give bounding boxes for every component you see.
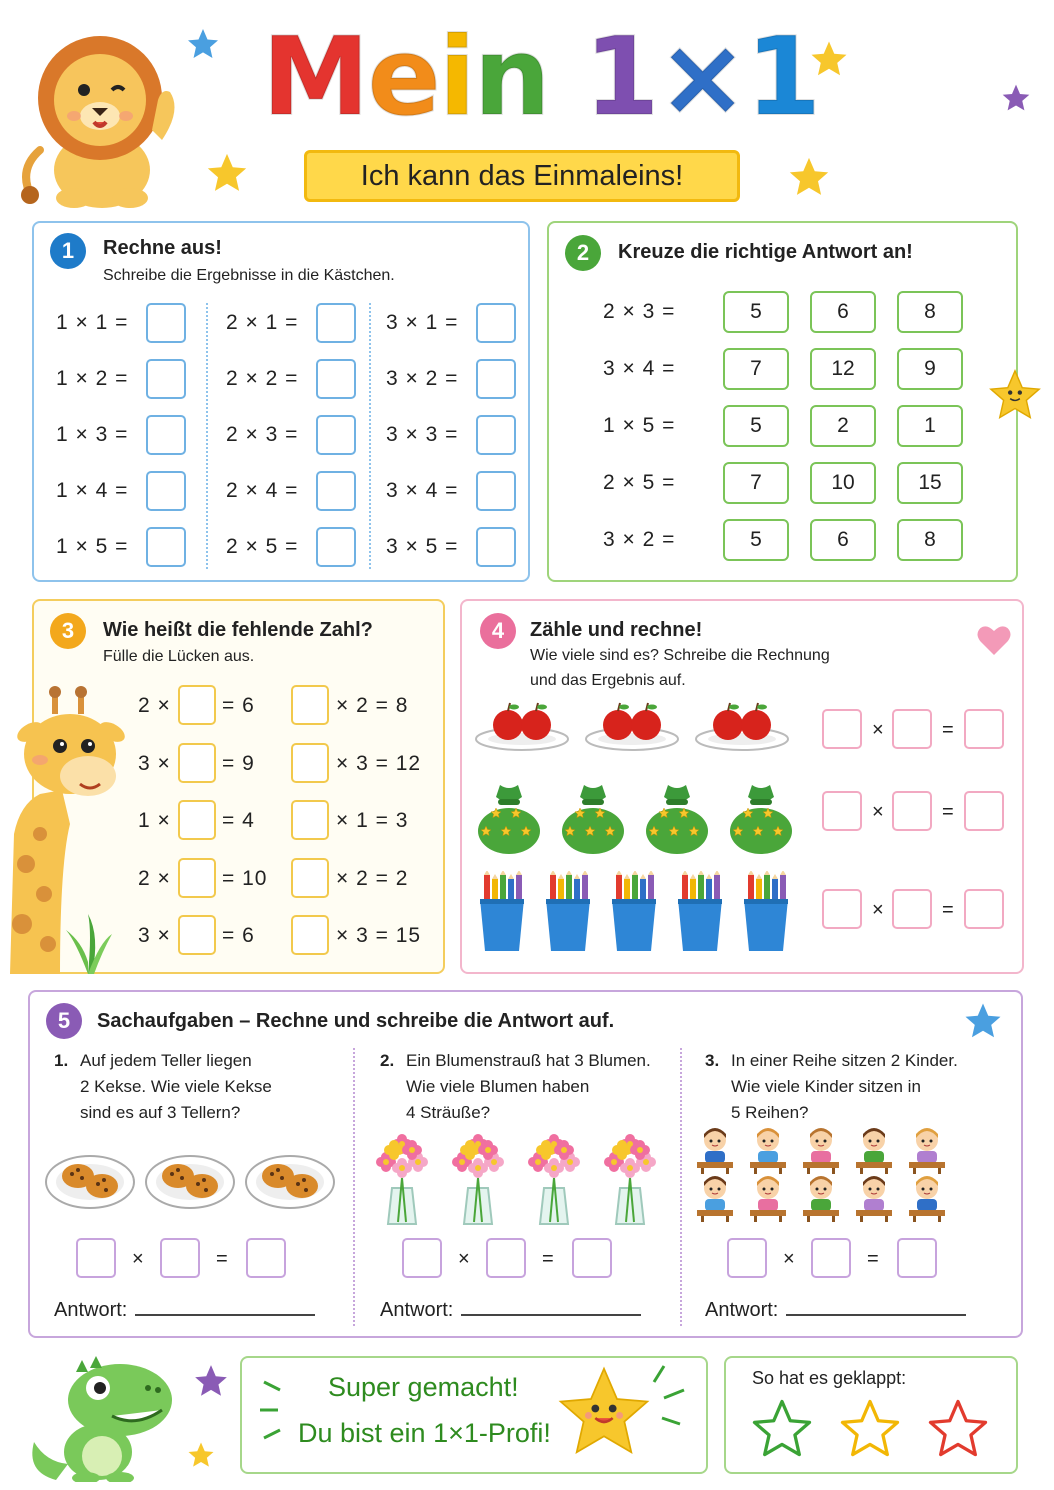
answer-box[interactable] [316, 303, 356, 343]
equation-text: 3 × 1 = [386, 311, 459, 334]
answer-label: Antwort: [705, 1299, 779, 1321]
answer-input[interactable] [786, 1298, 966, 1316]
equation-text: = 6 [222, 694, 255, 717]
section-instruction: Schreibe die Ergebnisse in die Kästchen. [103, 267, 395, 284]
child-desk-icon [748, 1126, 788, 1178]
answer-option[interactable]: 8 [897, 519, 963, 561]
answer-box[interactable] [476, 415, 516, 455]
section-2-panel [547, 221, 1018, 582]
star-face-icon [552, 1360, 656, 1468]
equation-text: × 1 = 3 [336, 809, 409, 832]
equation-text: × 3 = 12 [336, 751, 422, 775]
answer-box[interactable] [476, 303, 516, 343]
equation-text: × 3 = 15 [336, 924, 422, 947]
times-sign: × [783, 1248, 795, 1270]
child-desk-icon [801, 1126, 841, 1178]
answer-input[interactable] [461, 1298, 641, 1316]
subtitle-banner [304, 150, 740, 202]
title-letter: × [657, 15, 746, 140]
star-bag-icon [726, 781, 796, 859]
factor-box[interactable] [822, 791, 862, 831]
praise-line-1: Super gemacht! [328, 1372, 519, 1402]
star-decoration-icon [786, 154, 832, 204]
equals-sign: = [216, 1248, 228, 1270]
equation-text: × 2 = 2 [336, 866, 409, 890]
instruction-line: Wie viele sind es? Schreibe die Rechnung [530, 647, 830, 664]
factor-box[interactable] [160, 1238, 200, 1278]
sparkle-lines [258, 1376, 298, 1456]
factor-box[interactable] [76, 1238, 116, 1278]
equals-sign: = [542, 1248, 554, 1270]
flower-vase-icon [522, 1128, 586, 1232]
dinosaur-illustration [16, 1352, 186, 1482]
title-letter: M [262, 15, 368, 140]
sparkle-lines [650, 1362, 700, 1442]
missing-number-box[interactable] [291, 800, 329, 840]
answer-option[interactable]: 5 [723, 519, 789, 561]
equation-text: 2 × 3 = [603, 300, 676, 323]
pencil-cup-icon [540, 871, 596, 957]
equation-text: 3 × 2 = [603, 528, 676, 551]
equation-text: 2 × 1 = [226, 311, 299, 334]
equation-text: 3 × 2 = [386, 367, 459, 390]
equation-text: 1 × 1 = [56, 311, 129, 334]
factor-box[interactable] [892, 889, 932, 929]
star-decoration-icon [186, 1440, 216, 1474]
cookie-plate-icon [244, 1146, 336, 1214]
answer-option[interactable]: 1 [897, 405, 963, 447]
problem-text: Wie viele Kinder sitzen in [731, 1077, 921, 1096]
answer-box[interactable] [146, 527, 186, 567]
heart-icon [976, 623, 1012, 661]
problem-text: 4 Sträuße? [406, 1103, 491, 1122]
answer-box[interactable] [316, 415, 356, 455]
flower-vase-icon [370, 1128, 434, 1232]
equation-text: 1 × [138, 809, 171, 832]
times-sign: × [872, 801, 884, 823]
problem-text: Auf jedem Teller liegen [80, 1051, 252, 1070]
section-title: Zähle und rechne! [530, 619, 703, 641]
equation-text: 1 × 2 = [56, 367, 129, 390]
star-decoration-icon [192, 1362, 230, 1404]
pencil-cup-icon [474, 871, 530, 957]
problem-number: 3. [705, 1051, 720, 1070]
result-box[interactable] [964, 889, 1004, 929]
equation-text: = 10 [222, 866, 268, 890]
child-desk-icon [907, 1174, 947, 1226]
factor-box[interactable] [811, 1238, 851, 1278]
cookie-plate-icon [44, 1146, 136, 1214]
apple-plate-icon [694, 699, 790, 755]
star-bag-icon [558, 781, 628, 859]
times-sign: × [132, 1248, 144, 1270]
missing-number-box[interactable] [178, 743, 216, 783]
equation-text: 2 × 5 = [226, 535, 299, 558]
times-sign: × [872, 719, 884, 741]
answer-box[interactable] [476, 527, 516, 567]
equation-text: 2 × [138, 694, 171, 717]
flower-vase-icon [598, 1128, 662, 1232]
missing-number-box[interactable] [291, 685, 329, 725]
equation-text: = 6 [222, 924, 255, 947]
equation-text: 2 × 5 = [603, 471, 676, 494]
equation-text: 3 × 5 = [386, 535, 459, 558]
answer-line [380, 1298, 641, 1322]
answer-option[interactable]: 10 [810, 462, 876, 504]
section-1-panel [32, 221, 530, 582]
problem-number: 1. [54, 1051, 69, 1070]
lion-illustration [12, 20, 188, 210]
rating-star-icon[interactable] [924, 1396, 992, 1466]
answer-line [54, 1298, 315, 1322]
result-box[interactable] [897, 1238, 937, 1278]
title-letter: 1 [745, 15, 820, 140]
factor-box[interactable] [822, 709, 862, 749]
missing-number-box[interactable] [291, 743, 329, 783]
apple-plate-icon [474, 699, 570, 755]
answer-option[interactable]: 6 [810, 519, 876, 561]
equation-text: 1 × 5 = [603, 414, 676, 437]
title-letter: 1 [548, 15, 658, 140]
answer-label: Antwort: [54, 1299, 128, 1321]
equation-text: 1 × 3 = [56, 423, 129, 446]
section-title: Wie heißt die fehlende Zahl? [103, 619, 373, 641]
problem-number: 2. [380, 1051, 395, 1070]
page-title [262, 15, 820, 140]
pencil-cup-icon [672, 871, 728, 957]
problem-text: 5 Reihen? [731, 1103, 809, 1122]
child-desk-icon [907, 1126, 947, 1178]
answer-option[interactable]: 7 [723, 348, 789, 390]
equation-text: = 9 [222, 751, 255, 775]
pencil-cup-icon [606, 871, 662, 957]
missing-number-box[interactable] [178, 685, 216, 725]
star-bag-icon [642, 781, 712, 859]
answer-box[interactable] [316, 471, 356, 511]
rating-star-icon[interactable] [836, 1396, 904, 1466]
equation-text: × 2 = 8 [336, 694, 409, 717]
factor-box[interactable] [892, 791, 932, 831]
answer-option[interactable]: 12 [810, 348, 876, 390]
section-number-badge: 1 [50, 233, 86, 269]
equation-text: 3 × [138, 751, 171, 775]
title-letter: i [438, 15, 474, 140]
star-decoration-icon [185, 26, 221, 66]
missing-number-box[interactable] [291, 915, 329, 955]
equals-sign: = [942, 899, 954, 921]
answer-option[interactable]: 2 [810, 405, 876, 447]
star-decoration-icon [204, 150, 250, 200]
rating-star-icon[interactable] [748, 1396, 816, 1466]
answer-option[interactable]: 7 [723, 462, 789, 504]
result-box[interactable] [964, 791, 1004, 831]
pencil-cup-icon [738, 871, 794, 957]
answer-option[interactable]: 5 [723, 405, 789, 447]
answer-option[interactable]: 6 [810, 291, 876, 333]
times-sign: × [872, 899, 884, 921]
factor-box[interactable] [402, 1238, 442, 1278]
section-title: Rechne aus! [103, 237, 222, 259]
problem-text: Wie viele Blumen haben [406, 1077, 590, 1096]
child-desk-icon [854, 1174, 894, 1226]
praise-line-2: Du bist ein 1×1-Profi! [298, 1418, 551, 1448]
problem-text: Ein Blumenstrauß hat 3 Blumen. [406, 1051, 651, 1070]
child-desk-icon [695, 1174, 735, 1226]
answer-option[interactable]: 5 [723, 291, 789, 333]
equation-text: 3 × 3 = [386, 423, 459, 446]
answer-box[interactable] [316, 359, 356, 399]
child-desk-icon [854, 1126, 894, 1178]
cookie-plate-icon [144, 1146, 236, 1214]
instruction-line: und das Ergebnis auf. [530, 672, 686, 689]
child-desk-icon [748, 1174, 788, 1226]
section-title: Sachaufgaben – Rechne und schreibe die Antwort auf. [97, 1010, 615, 1032]
factor-box[interactable] [727, 1238, 767, 1278]
answer-box[interactable] [476, 471, 516, 511]
equation-text: 2 × 3 = [226, 423, 299, 446]
section-number-badge: 3 [50, 613, 86, 649]
answer-option[interactable]: 15 [897, 462, 963, 504]
problem-text: sind es auf 3 Tellern? [80, 1103, 241, 1122]
answer-box[interactable] [146, 359, 186, 399]
section-title: Kreuze die richtige Antwort an! [618, 241, 913, 263]
section-4-panel [460, 599, 1024, 974]
equation-text: 2 × 2 = [226, 367, 299, 390]
equals-sign: = [942, 801, 954, 823]
equals-sign: = [942, 719, 954, 741]
column-divider [206, 303, 208, 569]
result-box[interactable] [964, 709, 1004, 749]
equation-text: 3 × 4 = [386, 479, 459, 502]
star-face-icon [986, 366, 1044, 428]
factor-box[interactable] [892, 709, 932, 749]
equation-text: 2 × [138, 866, 171, 890]
section-instruction: Fülle die Lücken aus. [103, 648, 255, 665]
equation-text: 1 × 4 = [56, 479, 129, 502]
subtitle-text: Ich kann das Einmaleins! [360, 159, 684, 192]
section-number-badge: 5 [46, 1003, 82, 1039]
praise-panel [240, 1356, 708, 1474]
factor-box[interactable] [822, 889, 862, 929]
answer-box[interactable] [146, 471, 186, 511]
equation-text: = 4 [222, 809, 255, 832]
missing-number-box[interactable] [178, 915, 216, 955]
child-desk-icon [695, 1126, 735, 1178]
answer-label: Antwort: [380, 1299, 454, 1321]
column-divider [353, 1048, 355, 1326]
flower-vase-icon [446, 1128, 510, 1232]
star-bag-icon [474, 781, 544, 859]
star-decoration-icon [962, 1000, 1004, 1046]
answer-input[interactable] [135, 1298, 315, 1316]
apple-plate-icon [584, 699, 680, 755]
missing-number-box[interactable] [178, 858, 216, 898]
answer-box[interactable] [146, 303, 186, 343]
answer-box[interactable] [146, 415, 186, 455]
section-instruction [530, 643, 830, 693]
equation-text: 3 × 4 = [603, 357, 676, 380]
equation-text: 3 × [138, 924, 171, 947]
result-box[interactable] [572, 1238, 612, 1278]
answer-line [705, 1298, 966, 1322]
problem-text: In einer Reihe sitzen 2 Kinder. [731, 1051, 958, 1070]
equation-text: 2 × 4 = [226, 479, 299, 502]
section-number-badge: 2 [565, 235, 601, 271]
rating-panel [724, 1356, 1018, 1474]
answer-option[interactable]: 8 [897, 291, 963, 333]
result-box[interactable] [246, 1238, 286, 1278]
answer-option[interactable]: 9 [897, 348, 963, 390]
answer-box[interactable] [316, 527, 356, 567]
missing-number-box[interactable] [178, 800, 216, 840]
plant-illustration [62, 912, 114, 978]
section-number-badge: 4 [480, 613, 516, 649]
missing-number-box[interactable] [291, 858, 329, 898]
answer-box[interactable] [476, 359, 516, 399]
rating-label: So hat es geklappt: [752, 1368, 907, 1388]
factor-box[interactable] [486, 1238, 526, 1278]
child-desk-icon [801, 1174, 841, 1226]
equation-text: 1 × 5 = [56, 535, 129, 558]
title-letter: n [473, 15, 549, 140]
problem-text: 2 Kekse. Wie viele Kekse [80, 1077, 272, 1096]
section-5-panel [28, 990, 1023, 1338]
column-divider [369, 303, 371, 569]
column-divider [680, 1048, 682, 1326]
title-letter: e [367, 15, 439, 140]
equals-sign: = [867, 1248, 879, 1270]
star-decoration-icon [1000, 82, 1032, 118]
times-sign: × [458, 1248, 470, 1270]
